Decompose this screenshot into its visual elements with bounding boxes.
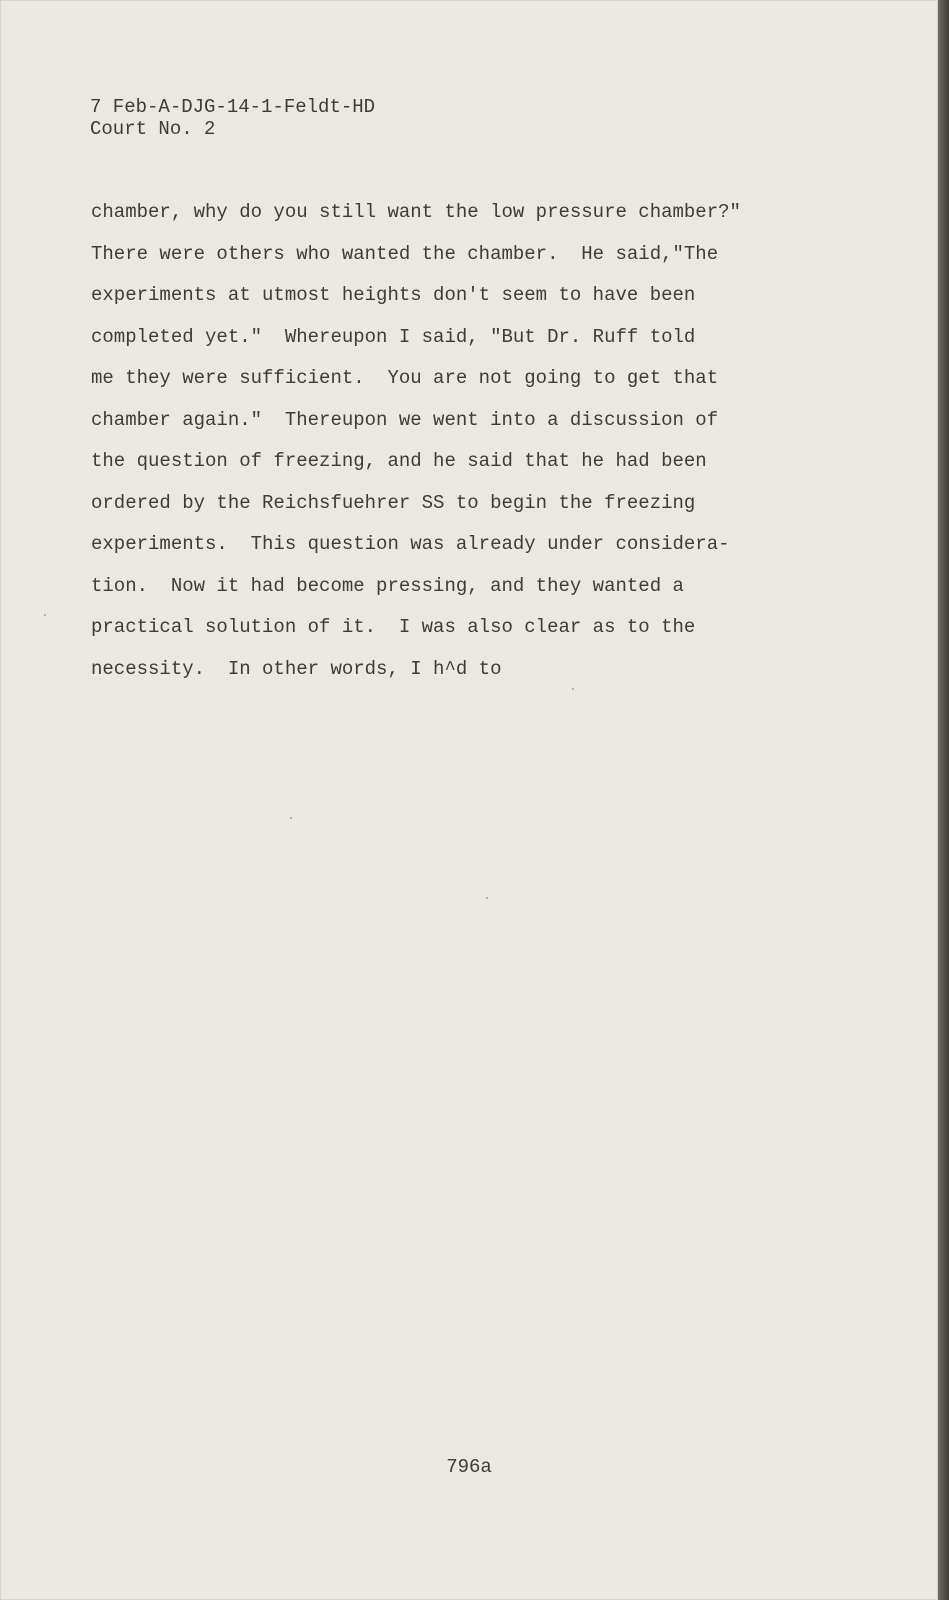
paper-speck [290,817,292,819]
page-edge [938,0,949,1600]
transcript-line: tion. Now it had become pressing, and they wanted a [91,574,684,597]
transcript-line: completed yet." Whereupon I said, "But Dr. Ruff told [91,325,696,348]
transcript-body [91,192,791,690]
transcript-line: the question of freezing, and he said that he had been [91,450,707,472]
transcript-line: ordered by the Reichsfuehrer SS to begin the freezing [91,491,696,514]
header-court: Court No. 2 [90,118,216,140]
paper-speck [572,688,574,690]
transcript-line: practical solution of it. I was also clear as to the [91,616,696,638]
paper-speck [486,897,488,899]
transcript-line: chamber, why do you still want the low pressure chamber?" [91,201,741,223]
paper-speck [44,614,46,616]
transcript-line: experiments at utmost heights don't seem to have been [91,284,696,306]
transcript-line: experiments. This question was already under considera- [91,533,730,555]
transcript-line: There were others who wanted the chamber. He said,"The [91,242,719,265]
transcript-line: necessity. In other words, I h^d to [91,657,502,680]
header-reference: 7 Feb-A-DJG-14-1-Feldt-HD [90,96,376,118]
transcript-line: chamber again." Thereupon we went into a discussion of [91,408,719,431]
document-header [90,96,375,140]
page-number: 796a [446,1456,492,1478]
transcript-line: me they were sufficient. You are not going to get that [91,367,719,389]
